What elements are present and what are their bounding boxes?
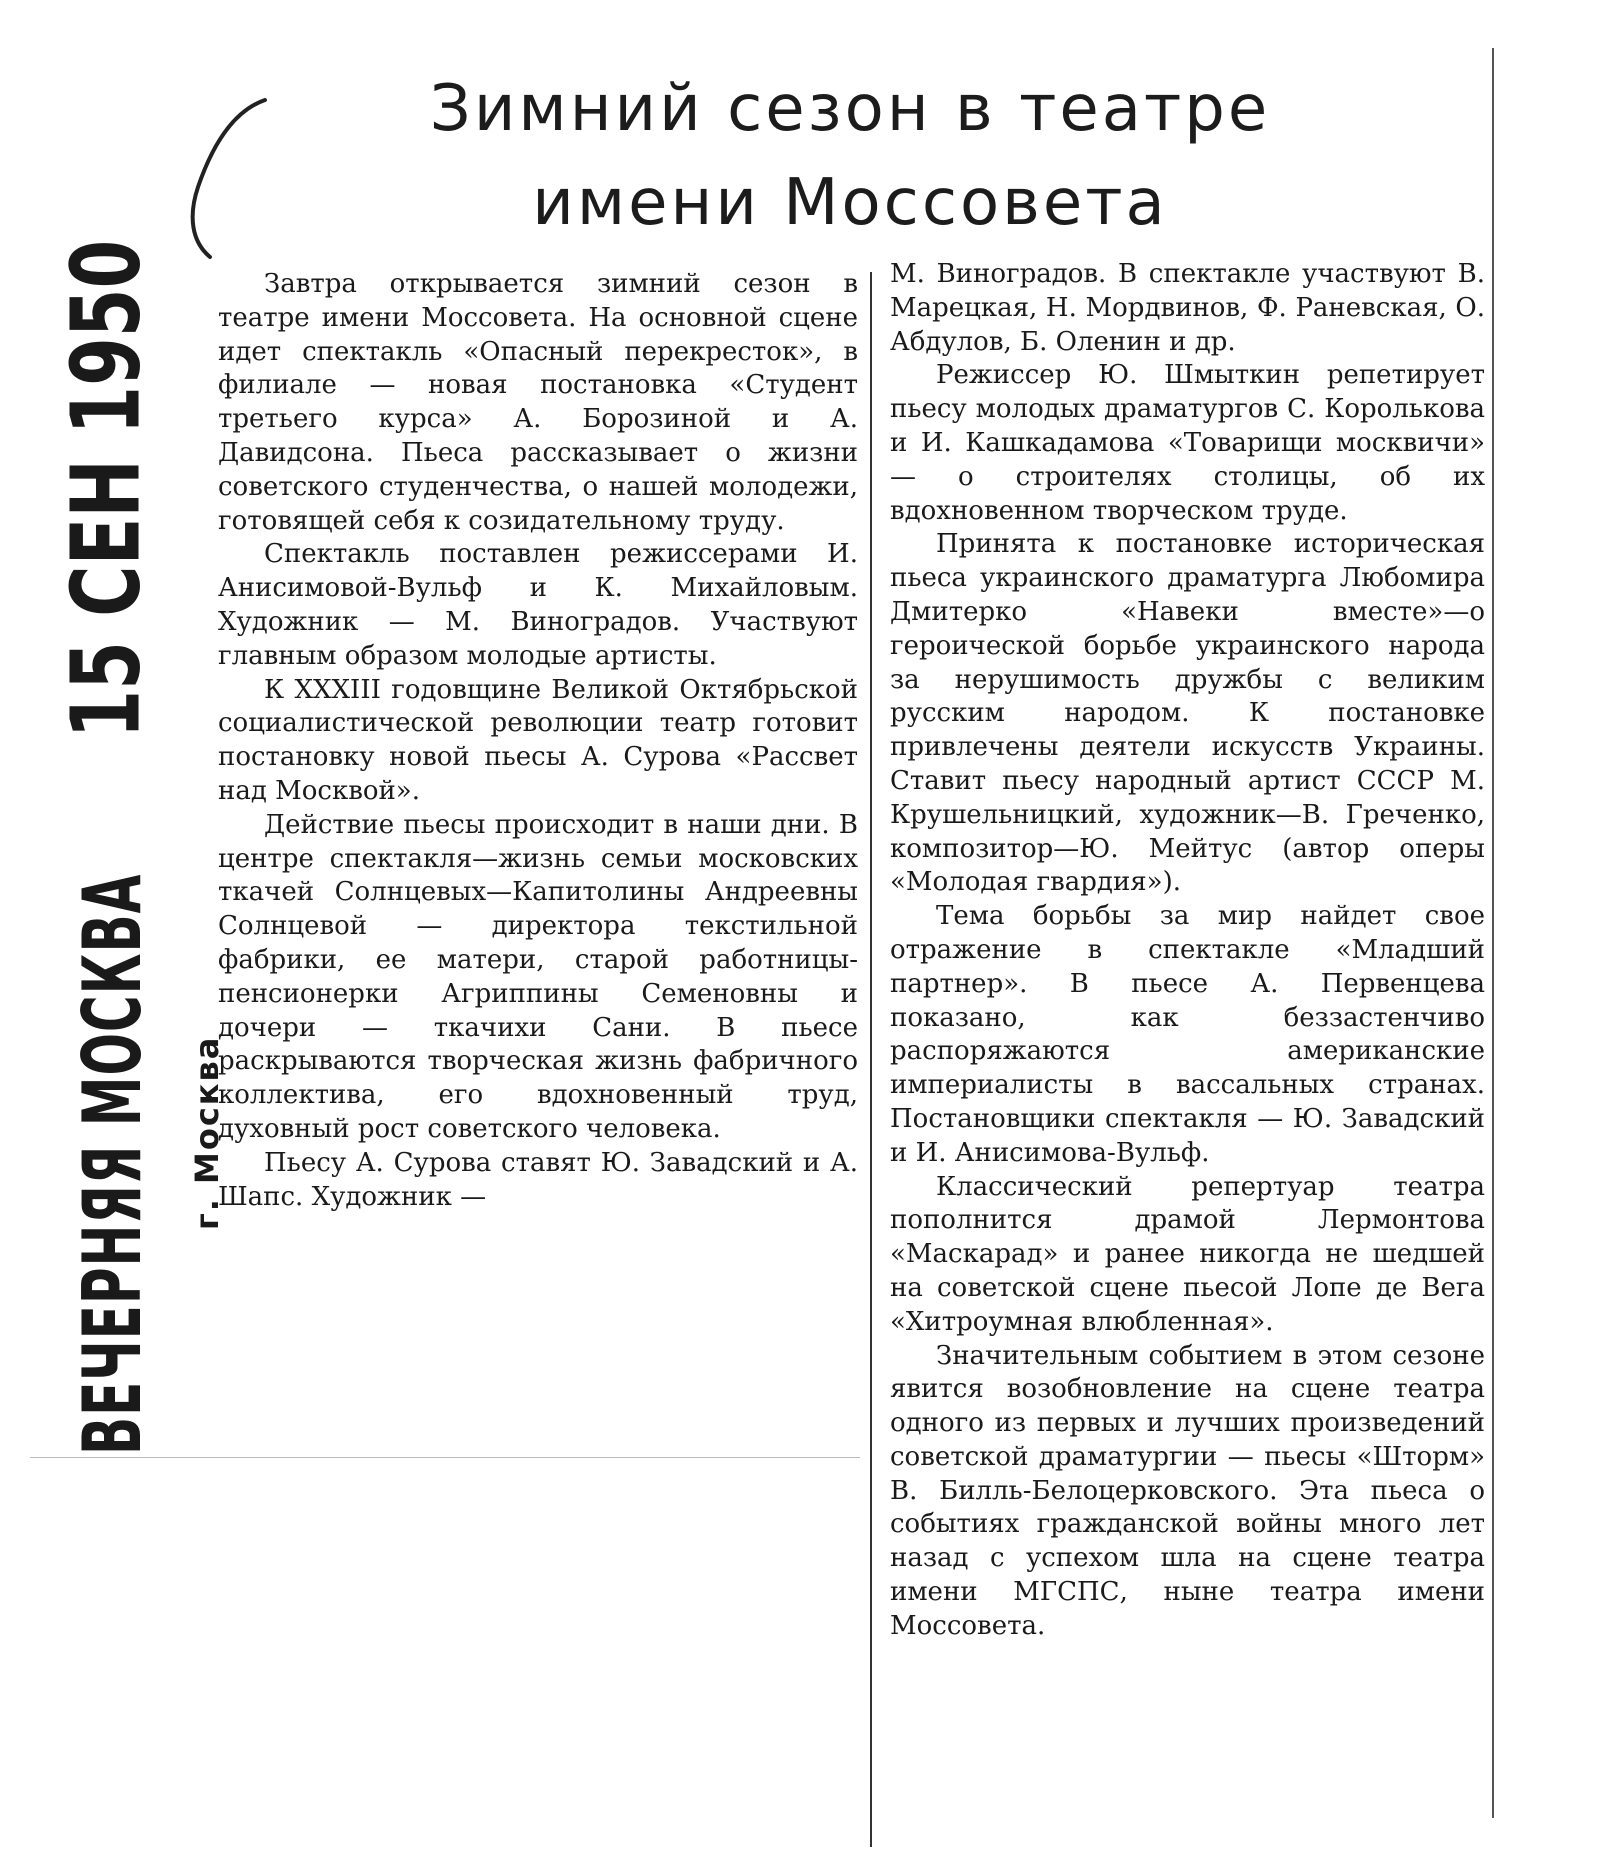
article-headline [300,62,1400,250]
article-column-2 [890,258,1485,1644]
headline-line-2: имени Моссовета [532,166,1168,240]
pen-mark-icon [170,92,280,262]
paragraph: Действие пьесы происходит в наши дни. В центре спектакля—жизнь семьи московских ткачей Солнцевых—Капитолины Андреевны Солнцевой — директора текстильной фабрики, ее матери, старой работницы-пенсионерки Агриппины Семеновны и дочери — ткачихи Сани. В пьесе раскрываются творческая жизнь фабричного коллектива, его вдохновенный труд, духовный рост советского человека. [218,809,858,1144]
paragraph: К XXXIII годовщине Великой Октябрьской социалистической революции театр готовит постановку новой пьесы А. Сурова «Рассвет над Москвой». [218,674,858,806]
paragraph: Спектакль поставлен режиссерами И. Анисимовой-Вульф и К. Михайловым. Художник — М. Виноградов. Участвуют главным образом молодые артисты. [218,539,858,671]
paragraph: Режиссер Ю. Шмыткин репетирует пьесу молодых драматургов С. Королькова и И. Кашкадамова «Товарищи москвичи» — о строителях столицы, об их вдохновенном творческом труде. [890,360,1485,526]
paragraph: Классический репертуар театра пополнится драмой Лермонтова «Маскарад» и ранее никогда не шедшей на советской сцене пьесой Лопе де Вега «Хитроумная влюбленная». [890,1171,1485,1337]
clipping-right-edge [1492,48,1494,1818]
paragraph: Пьесу А. Сурова ставят Ю. Завадский и А. Шапс. Художник — [218,1147,858,1212]
paragraph: Принята к постановке историческая пьеса украинского драматурга Любомира Дмитерко «Навеки вместе»—о героической борьбе украинского народа за нерушимость дружбы с великим русским народом. К постановке привлечены деятели искусств Украины. Ставит пьесу народный артист СССР М. Крушельницкий, художник—В. Греченко, композитор—Ю. Мейтус (автор оперы «Молодая гвардия»). [890,529,1485,898]
paragraph: Значительным событием в этом сезоне явится возобновление на сцене театра одного из первых и лучших произведений советской драматургии — пьесы «Шторм» В. Билль-Белоцерковского. Эта пьеса о событиях гражданской войны много лет назад с успехом шла на сцене театра имени МГСПС, ныне театра имени Моссовета. [890,1340,1485,1641]
article-column-1 [218,268,858,1214]
clipping-bottom-edge [30,1457,860,1458]
headline-line-1: Зимний сезон в театре [429,72,1271,146]
stamp-newspaper-name: ВЕЧЕРНЯЯ МОСКВА [66,873,160,1455]
paragraph: Завтра открывается зимний сезон в театре имени Моссовета. На основной сцене идет спектакль «Опасный перекресток», в филиале — новая постановка «Студент третьего курса» А. Борозиной и А. Давидсона. Пьеса рассказывает о жизни советского студенчества, о нашей молодежи, готовящей себя к созидательному труду. [218,269,858,536]
column-divider [870,272,872,1847]
archive-stamp [50,239,162,1455]
paragraph: Тема борьбы за мир найдет свое отражение в спектакле «Младший партнер». В пьесе А. Первенцева показано, как беззастенчиво распоряжаются американские империалисты в вассальных странах. Постановщики спектакля — Ю. Завадский и И. Анисимова-Вульф. [890,901,1485,1168]
stamp-city: г. Москва [188,1035,226,1230]
stamp-date: 15 СЕН 1950 [50,239,162,739]
paragraph: М. Виноградов. В спектакле участвуют В. Марецкая, Н. Мордвинов, Ф. Раневская, О. Абдулов, Б. Оленин и др. [890,259,1485,357]
